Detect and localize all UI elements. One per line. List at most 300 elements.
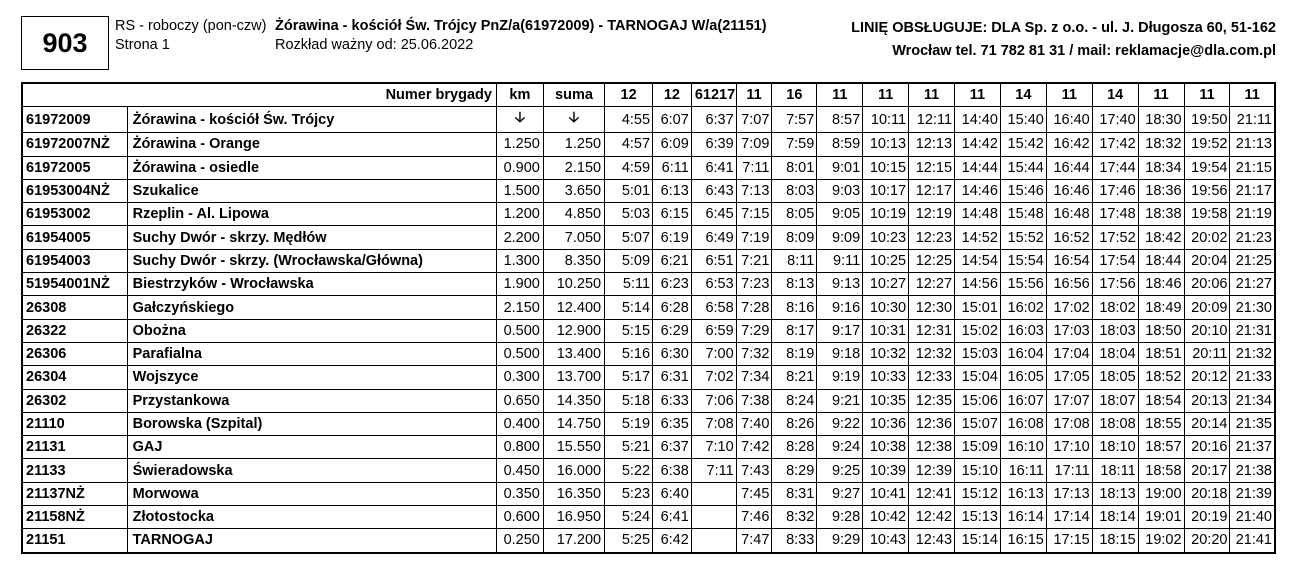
departure-time: 15:03 [955, 342, 1001, 365]
stop-sum: 2.150 [543, 156, 604, 179]
departure-time: 21:35 [1230, 412, 1275, 435]
brigade-number: 11 [1230, 83, 1275, 107]
departure-time: 18:38 [1138, 203, 1184, 226]
departure-time: 12:38 [909, 436, 955, 459]
departure-time: 21:30 [1230, 296, 1275, 319]
stop-code: 26304 [22, 366, 127, 389]
departure-time: 21:17 [1230, 179, 1275, 202]
departure-time: 7:10 [691, 436, 736, 459]
departure-time: 17:56 [1092, 273, 1138, 296]
departure-time: 18:30 [1138, 107, 1184, 133]
departure-time: 5:09 [605, 249, 653, 272]
departure-time: 5:07 [605, 226, 653, 249]
departure-time: 6:58 [691, 296, 736, 319]
departure-time: 18:04 [1092, 342, 1138, 365]
departure-time: 21:15 [1230, 156, 1275, 179]
departure-time: 18:36 [1138, 179, 1184, 202]
departure-time: 6:13 [653, 179, 692, 202]
brigade-number: 12 [653, 83, 692, 107]
stop-name: GAJ [127, 436, 496, 459]
departure-time: 5:19 [605, 412, 653, 435]
departure-time: 14:48 [955, 203, 1001, 226]
departure-time: 20:18 [1184, 482, 1230, 505]
departure-time: 21:38 [1230, 459, 1275, 482]
stop-sum: 8.350 [543, 249, 604, 272]
stop-code: 21110 [22, 412, 127, 435]
departure-time: 19:54 [1184, 156, 1230, 179]
stop-row [22, 226, 1275, 249]
departure-time: 7:42 [736, 436, 772, 459]
departure-time: 8:57 [817, 107, 863, 133]
departure-time: 9:03 [817, 179, 863, 202]
departure-time: 20:19 [1184, 506, 1230, 529]
departure-time: 16:02 [1000, 296, 1046, 319]
departure-time: 10:38 [863, 436, 909, 459]
departure-time: 20:16 [1184, 436, 1230, 459]
stop-km: 2.150 [496, 296, 543, 319]
stop-sum: 7.050 [543, 226, 604, 249]
departure-time: 15:56 [1000, 273, 1046, 296]
departure-time: 12:30 [909, 296, 955, 319]
departure-time: 21:32 [1230, 342, 1275, 365]
departure-time: 9:01 [817, 156, 863, 179]
departure-time: 7:28 [736, 296, 772, 319]
departure-time: 16:54 [1046, 249, 1092, 272]
departure-time: 10:36 [863, 412, 909, 435]
stop-name: Przystankowa [127, 389, 496, 412]
departure-time: 15:54 [1000, 249, 1046, 272]
departure-time: 16:03 [1000, 319, 1046, 342]
departure-time: 15:09 [955, 436, 1001, 459]
departure-time: 8:19 [772, 342, 817, 365]
departure-time: 16:13 [1000, 482, 1046, 505]
departure-time: 4:55 [605, 107, 653, 133]
stop-name: Szukalice [127, 179, 496, 202]
stop-sum: 13.700 [543, 366, 604, 389]
stop-km: 0.900 [496, 156, 543, 179]
departure-time: 14:54 [955, 249, 1001, 272]
departure-time: 5:01 [605, 179, 653, 202]
departure-time: 15:10 [955, 459, 1001, 482]
departure-time: 21:11 [1230, 107, 1275, 133]
departure-time: 18:52 [1138, 366, 1184, 389]
stop-row [22, 296, 1275, 319]
departure-time: 4:59 [605, 156, 653, 179]
valid-from: Rozkład ważny od: 25.06.2022 [275, 37, 474, 53]
departure-time: 12:23 [909, 226, 955, 249]
departure-time: 5:18 [605, 389, 653, 412]
stop-name: Żórawina - osiedle [127, 156, 496, 179]
departure-time: 16:56 [1046, 273, 1092, 296]
departure-time: 10:30 [863, 296, 909, 319]
departure-time: 10:11 [863, 107, 909, 133]
departure-time: 18:51 [1138, 342, 1184, 365]
departure-time: 10:31 [863, 319, 909, 342]
stop-row [22, 482, 1275, 505]
stop-row [22, 319, 1275, 342]
departure-time: 6:41 [653, 506, 692, 529]
departure-time: 9:27 [817, 482, 863, 505]
departure-time: 16:40 [1046, 107, 1092, 133]
stop-name: Parafialna [127, 342, 496, 365]
departure-time: 12:11 [909, 107, 955, 133]
departure-time: 10:32 [863, 342, 909, 365]
departure-time: 15:46 [1000, 179, 1046, 202]
departure-time: 15:52 [1000, 226, 1046, 249]
stop-code: 26308 [22, 296, 127, 319]
departure-time: 20:10 [1184, 319, 1230, 342]
stop-km: 1.250 [496, 133, 543, 156]
departure-time: 19:50 [1184, 107, 1230, 133]
departure-time: 14:46 [955, 179, 1001, 202]
departure-time: 8:24 [772, 389, 817, 412]
departure-time: 18:50 [1138, 319, 1184, 342]
departure-time: 6:45 [691, 203, 736, 226]
departure-time: 18:11 [1092, 459, 1138, 482]
departure-time: 9:13 [817, 273, 863, 296]
departure-time: 9:28 [817, 506, 863, 529]
brigade-number: 12 [605, 83, 653, 107]
operator-info [851, 17, 1276, 63]
stop-code: 21151 [22, 529, 127, 553]
departure-time: 7:38 [736, 389, 772, 412]
stop-row [22, 156, 1275, 179]
departure-time: 8:28 [772, 436, 817, 459]
departure-time: 15:48 [1000, 203, 1046, 226]
stop-sum: 1.250 [543, 133, 604, 156]
departure-time: 18:08 [1092, 412, 1138, 435]
departure-time: 12:19 [909, 203, 955, 226]
departure-time: 15:06 [955, 389, 1001, 412]
stop-km: 0.650 [496, 389, 543, 412]
departure-time: 21:31 [1230, 319, 1275, 342]
departure-time: 17:52 [1092, 226, 1138, 249]
departure-time: 17:46 [1092, 179, 1138, 202]
departure-time: 18:54 [1138, 389, 1184, 412]
departure-time: 8:29 [772, 459, 817, 482]
stop-code: 26322 [22, 319, 127, 342]
departure-time: 18:14 [1092, 506, 1138, 529]
stop-name: Rzeplin - Al. Lipowa [127, 203, 496, 226]
departure-time: 9:11 [817, 249, 863, 272]
brigade-number: 11 [909, 83, 955, 107]
departure-time: 18:46 [1138, 273, 1184, 296]
departure-time: 17:40 [1092, 107, 1138, 133]
departure-time: 19:58 [1184, 203, 1230, 226]
departure-time: 21:33 [1230, 366, 1275, 389]
departure-time: 21:39 [1230, 482, 1275, 505]
stop-row [22, 179, 1275, 202]
brigade-number: 11 [863, 83, 909, 107]
departure-time: 20:06 [1184, 273, 1230, 296]
departure-time: 12:17 [909, 179, 955, 202]
departure-time: 16:04 [1000, 342, 1046, 365]
stop-sum: 14.750 [543, 412, 604, 435]
departure-time: 15:02 [955, 319, 1001, 342]
departure-time: 17:11 [1046, 459, 1092, 482]
stop-km: 0.800 [496, 436, 543, 459]
departure-time: 16:08 [1000, 412, 1046, 435]
departure-time: 12:31 [909, 319, 955, 342]
departure-time: 12:32 [909, 342, 955, 365]
departure-time: 20:02 [1184, 226, 1230, 249]
departure-time: 8:05 [772, 203, 817, 226]
departure-time: 7:07 [736, 107, 772, 133]
sum-label: suma [543, 83, 604, 107]
stop-code: 61972005 [22, 156, 127, 179]
departure-time: 18:05 [1092, 366, 1138, 389]
stop-km: 1.900 [496, 273, 543, 296]
brigade-number: 11 [1138, 83, 1184, 107]
stop-sum: 16.350 [543, 482, 604, 505]
departure-time: 15:01 [955, 296, 1001, 319]
departure-time: 6:09 [653, 133, 692, 156]
departure-time: 6:35 [653, 412, 692, 435]
brigade-label: Numer brygady [22, 83, 496, 107]
stop-code: 21131 [22, 436, 127, 459]
stop-code: 61953004NŻ [22, 179, 127, 202]
departure-time: 14:44 [955, 156, 1001, 179]
departure-time: 16:05 [1000, 366, 1046, 389]
departure-time: 9:21 [817, 389, 863, 412]
departure-time: 6:21 [653, 249, 692, 272]
departure-time: 20:13 [1184, 389, 1230, 412]
departure-time: 16:52 [1046, 226, 1092, 249]
departure-time: 6:43 [691, 179, 736, 202]
departure-time: 6:41 [691, 156, 736, 179]
departure-time: 16:15 [1000, 529, 1046, 553]
departure-time: 9:19 [817, 366, 863, 389]
departure-time: 14:42 [955, 133, 1001, 156]
departure-time: 6:53 [691, 273, 736, 296]
stop-row [22, 249, 1275, 272]
departure-time: 6:19 [653, 226, 692, 249]
departure-time: 10:41 [863, 482, 909, 505]
departure-time: 17:08 [1046, 412, 1092, 435]
departure-time: 6:59 [691, 319, 736, 342]
departure-time: 14:52 [955, 226, 1001, 249]
departure-time: 8:09 [772, 226, 817, 249]
stop-sum: 10.250 [543, 273, 604, 296]
stop-name: Morwowa [127, 482, 496, 505]
departure-time: 18:03 [1092, 319, 1138, 342]
departure-time: 20:20 [1184, 529, 1230, 553]
departure-time [691, 482, 736, 505]
departure-time: 5:15 [605, 319, 653, 342]
departure-time: 6:39 [691, 133, 736, 156]
departure-time: 5:25 [605, 529, 653, 553]
stop-sum: 4.850 [543, 203, 604, 226]
stop-row [22, 506, 1275, 529]
departure-time: 15:07 [955, 412, 1001, 435]
stop-name: Borowska (Szpital) [127, 412, 496, 435]
departure-time: 19:52 [1184, 133, 1230, 156]
departure-time: 5:03 [605, 203, 653, 226]
departure-time: 7:23 [736, 273, 772, 296]
brigade-number: 61217 [691, 83, 736, 107]
stop-row [22, 203, 1275, 226]
departure-time: 12:13 [909, 133, 955, 156]
departure-time: 10:35 [863, 389, 909, 412]
stop-name: Gałczyńskiego [127, 296, 496, 319]
departure-time: 21:13 [1230, 133, 1275, 156]
stop-sum: 16.000 [543, 459, 604, 482]
stop-km: 0.400 [496, 412, 543, 435]
departure-time: 17:10 [1046, 436, 1092, 459]
stop-name: Biestrzyków - Wrocławska [127, 273, 496, 296]
departure-time: 18:34 [1138, 156, 1184, 179]
stop-code: 61954005 [22, 226, 127, 249]
departure-time: 9:22 [817, 412, 863, 435]
page-label: Strona 1 [115, 37, 170, 53]
stop-name: Suchy Dwór - skrzy. Mędłów [127, 226, 496, 249]
departure-time: 20:17 [1184, 459, 1230, 482]
stop-name: Żórawina - Orange [127, 133, 496, 156]
departure-time: 17:05 [1046, 366, 1092, 389]
departure-time: 15:40 [1000, 107, 1046, 133]
departure-time: 17:44 [1092, 156, 1138, 179]
departure-time: 8:17 [772, 319, 817, 342]
departure-time: 7:21 [736, 249, 772, 272]
departure-time: 10:17 [863, 179, 909, 202]
departure-time: 12:25 [909, 249, 955, 272]
brigade-number: 11 [1046, 83, 1092, 107]
departure-time: 12:35 [909, 389, 955, 412]
departure-time: 7:15 [736, 203, 772, 226]
departure-time: 8:16 [772, 296, 817, 319]
departure-time: 6:37 [653, 436, 692, 459]
departure-time: 7:00 [691, 342, 736, 365]
departure-time: 15:13 [955, 506, 1001, 529]
departure-time: 18:57 [1138, 436, 1184, 459]
departure-time: 20:11 [1184, 342, 1230, 365]
departure-time: 20:12 [1184, 366, 1230, 389]
departure-time: 7:11 [736, 156, 772, 179]
departure-time: 14:56 [955, 273, 1001, 296]
km-arrow-icon: 🡣 [496, 107, 543, 133]
departure-time: 5:24 [605, 506, 653, 529]
stop-code: 61953002 [22, 203, 127, 226]
stop-sum: 3.650 [543, 179, 604, 202]
departure-time: 21:27 [1230, 273, 1275, 296]
departure-time: 7:11 [691, 459, 736, 482]
stop-row [22, 342, 1275, 365]
departure-time: 8:32 [772, 506, 817, 529]
departure-time: 16:44 [1046, 156, 1092, 179]
stop-code: 61972009 [22, 107, 127, 133]
departure-time: 18:58 [1138, 459, 1184, 482]
departure-time: 16:48 [1046, 203, 1092, 226]
departure-time: 7:02 [691, 366, 736, 389]
departure-time: 20:04 [1184, 249, 1230, 272]
timetable [21, 82, 1276, 554]
departure-time: 7:57 [772, 107, 817, 133]
departure-time: 8:03 [772, 179, 817, 202]
departure-time: 20:09 [1184, 296, 1230, 319]
stop-sum: 14.350 [543, 389, 604, 412]
departure-time: 16:11 [1000, 459, 1046, 482]
departure-time: 6:33 [653, 389, 692, 412]
brigade-number: 11 [817, 83, 863, 107]
brigade-number: 11 [736, 83, 772, 107]
departure-time: 18:32 [1138, 133, 1184, 156]
departure-time: 17:15 [1046, 529, 1092, 553]
departure-time: 9:16 [817, 296, 863, 319]
stop-km: 1.200 [496, 203, 543, 226]
stop-row [22, 389, 1275, 412]
departure-time: 6:42 [653, 529, 692, 553]
stop-name: Suchy Dwór - skrzy. (Wrocławska/Główna) [127, 249, 496, 272]
departure-time: 18:55 [1138, 412, 1184, 435]
km-label: km [496, 83, 543, 107]
departure-time: 8:26 [772, 412, 817, 435]
departure-time: 12:39 [909, 459, 955, 482]
departure-time: 16:42 [1046, 133, 1092, 156]
departure-time: 9:05 [817, 203, 863, 226]
header-left [115, 17, 266, 55]
departure-time: 10:42 [863, 506, 909, 529]
departure-time: 5:11 [605, 273, 653, 296]
stop-sum: 17.200 [543, 529, 604, 553]
departure-time: 16:10 [1000, 436, 1046, 459]
departure-time: 8:31 [772, 482, 817, 505]
stop-code: 51954001NŻ [22, 273, 127, 296]
departure-time: 7:45 [736, 482, 772, 505]
departure-time: 6:38 [653, 459, 692, 482]
departure-time: 10:13 [863, 133, 909, 156]
departure-time: 7:29 [736, 319, 772, 342]
departure-time: 21:41 [1230, 529, 1275, 553]
departure-time: 17:03 [1046, 319, 1092, 342]
departure-time: 4:57 [605, 133, 653, 156]
departure-time: 18:07 [1092, 389, 1138, 412]
stop-row [22, 107, 1275, 133]
departure-time: 9:29 [817, 529, 863, 553]
stop-name: Wojszyce [127, 366, 496, 389]
departure-time: 18:15 [1092, 529, 1138, 553]
stop-km: 2.200 [496, 226, 543, 249]
departure-time: 12:15 [909, 156, 955, 179]
stop-row [22, 366, 1275, 389]
departure-time: 14:40 [955, 107, 1001, 133]
departure-time: 16:14 [1000, 506, 1046, 529]
departure-time: 18:42 [1138, 226, 1184, 249]
stop-km: 0.300 [496, 366, 543, 389]
departure-time: 17:13 [1046, 482, 1092, 505]
departure-time: 16:46 [1046, 179, 1092, 202]
departure-time: 18:02 [1092, 296, 1138, 319]
departure-time: 10:25 [863, 249, 909, 272]
departure-time: 7:34 [736, 366, 772, 389]
departure-time: 9:09 [817, 226, 863, 249]
departure-time: 7:08 [691, 412, 736, 435]
departure-time: 21:34 [1230, 389, 1275, 412]
departure-time: 7:32 [736, 342, 772, 365]
departure-time: 12:36 [909, 412, 955, 435]
departure-time: 15:44 [1000, 156, 1046, 179]
departure-time: 12:42 [909, 506, 955, 529]
brigade-number: 11 [955, 83, 1001, 107]
stop-sum: 16.950 [543, 506, 604, 529]
stop-code: 21137NŻ [22, 482, 127, 505]
departure-time: 10:43 [863, 529, 909, 553]
departure-time: 6:15 [653, 203, 692, 226]
departure-time: 12:41 [909, 482, 955, 505]
departure-time: 7:06 [691, 389, 736, 412]
departure-time: 12:33 [909, 366, 955, 389]
departure-time: 5:23 [605, 482, 653, 505]
departure-time: 9:24 [817, 436, 863, 459]
